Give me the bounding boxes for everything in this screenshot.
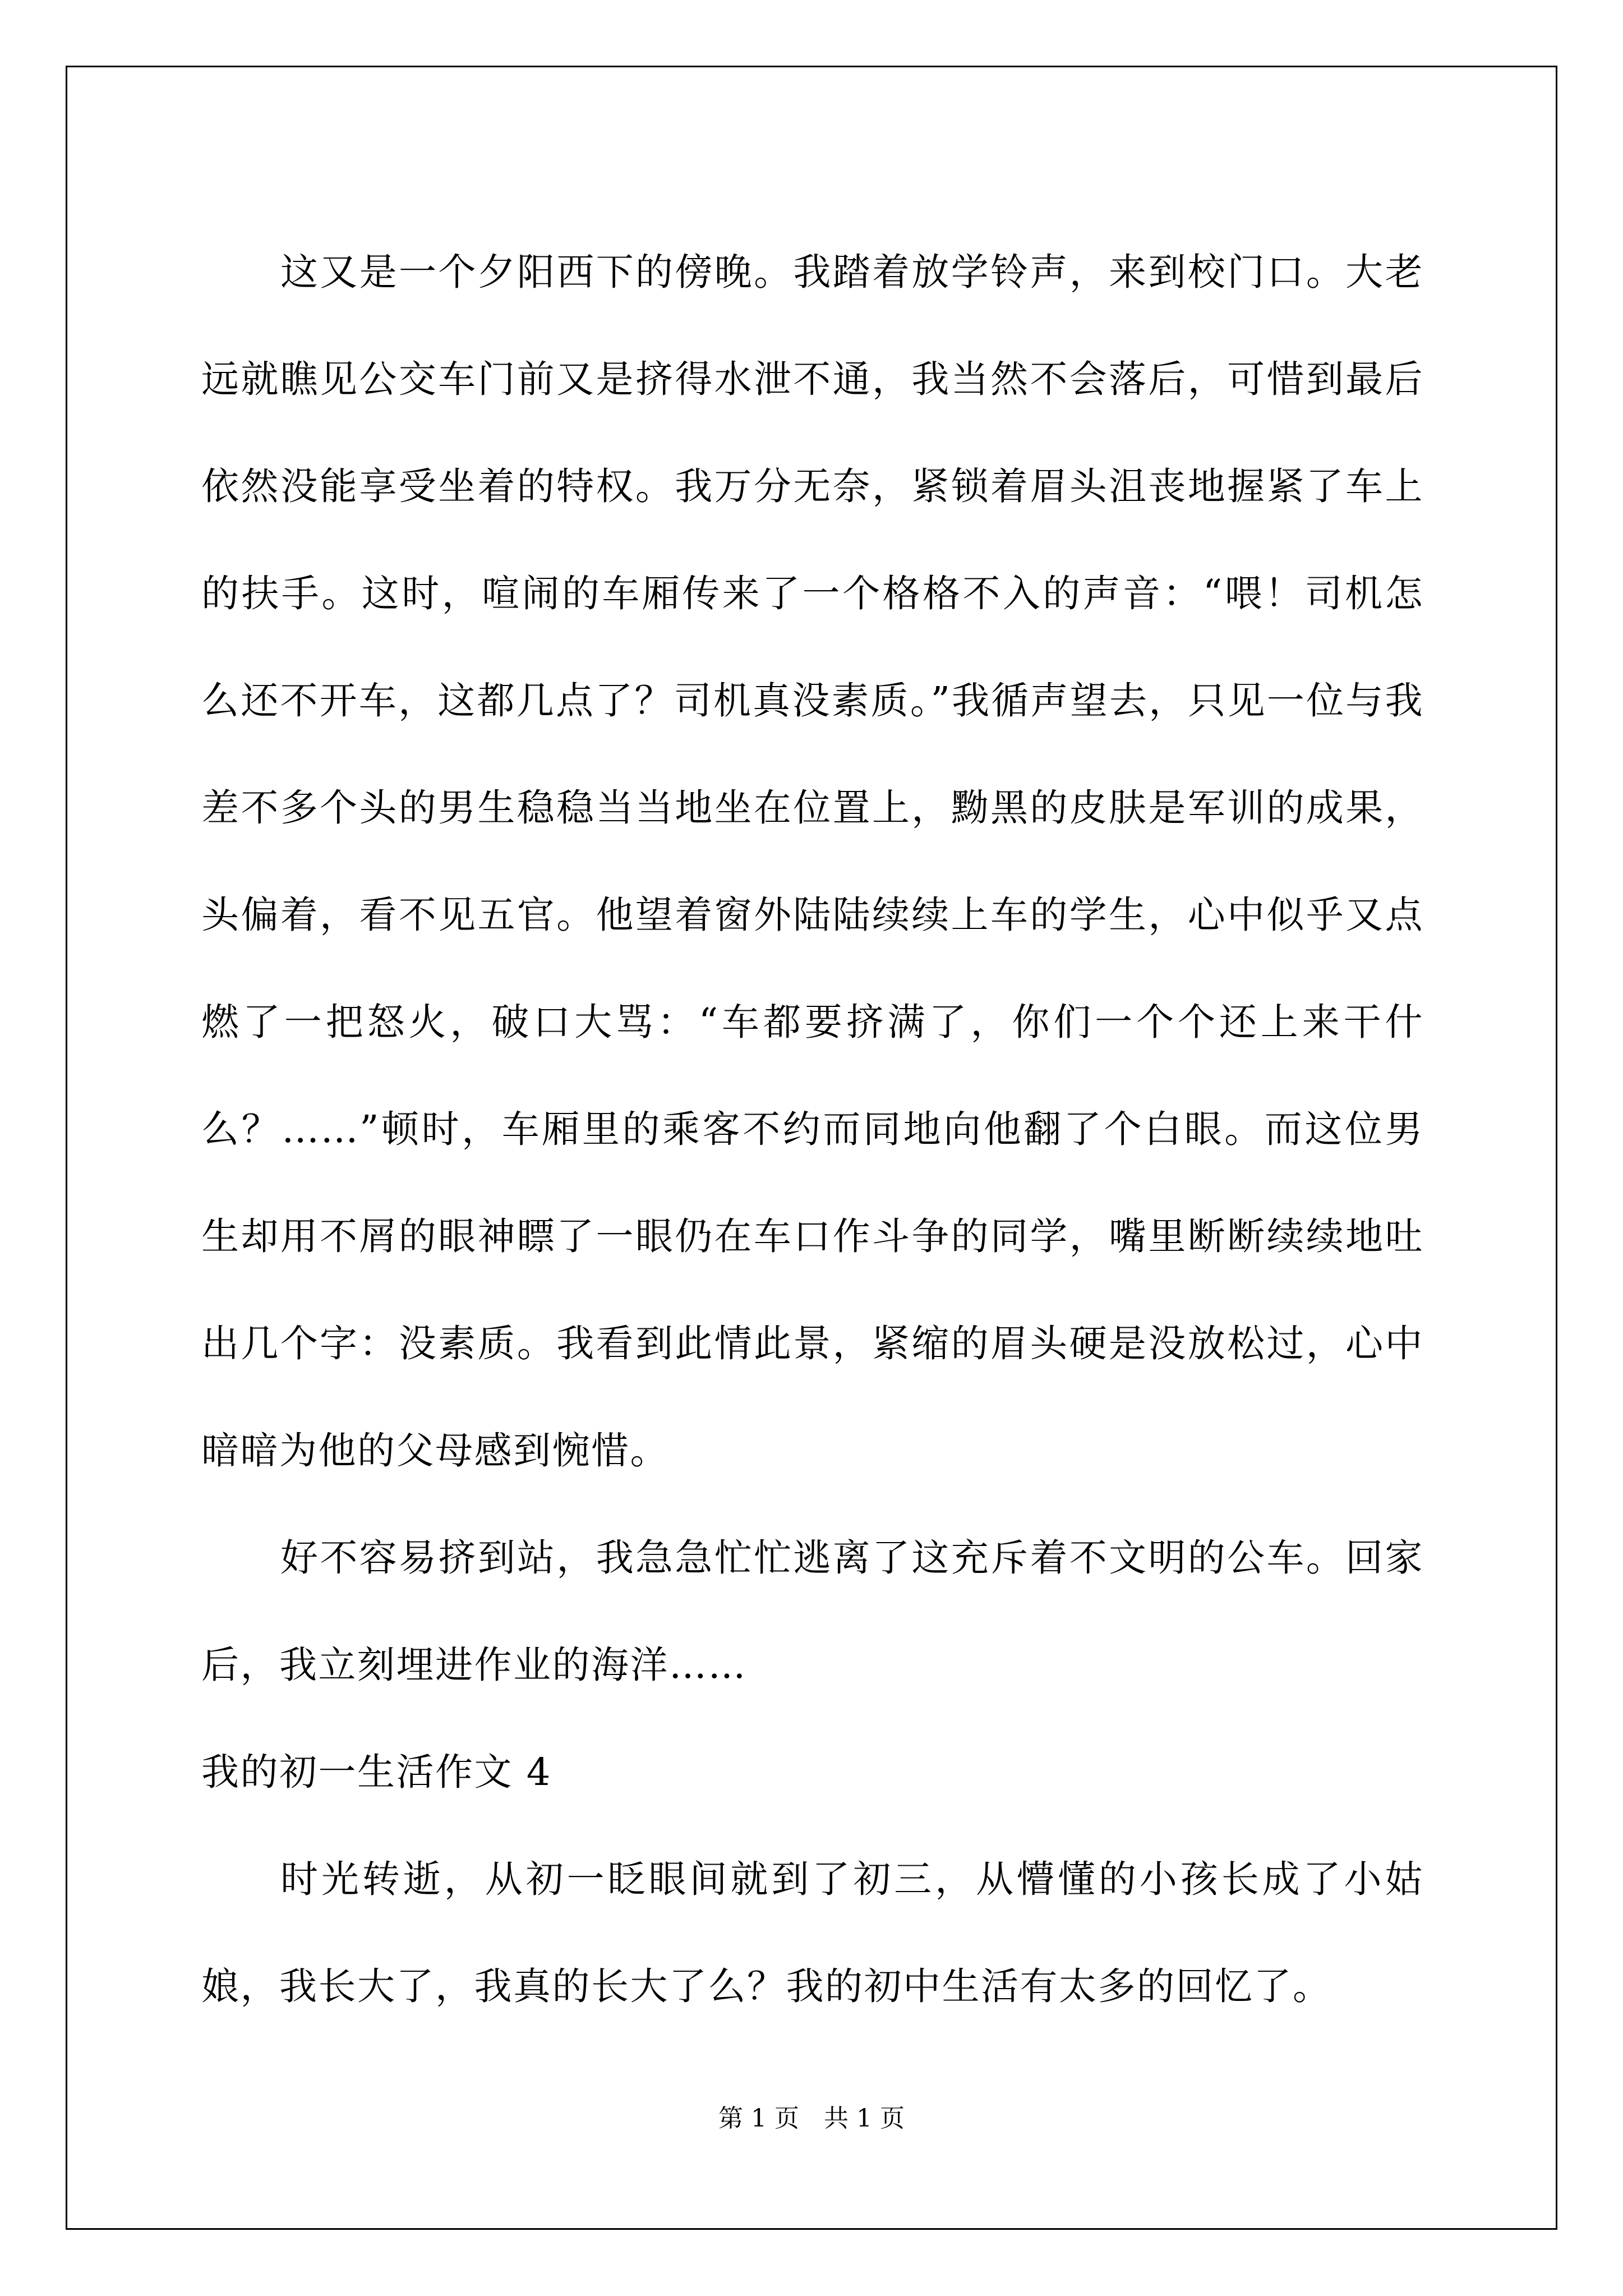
section-heading: 我的初一生活作文 4 xyxy=(201,1750,552,1794)
document-body xyxy=(201,219,1424,2040)
paragraph: 这又是一个夕阳西下的傍晚。我踏着放学铃声，来到校门口。大老远就瞧见公交车门前又是挤得水泄不通，我当然不会落后，可惜到最后依然没能享受坐着的特权。我万分无奈，紧锁着眉头沮丧地握紧了车上的扶手。这时，喧闹的车厢传来了一个格格不入的声音：“喂！司机怎么还不开车，这都几点了？司机真没素质。”我循声望去，只见一位与我差不多个头的男生稳稳当当地坐在位置上，黝黑的皮肤是军训的成果，头偏着，看不见五官。他望着窗外陆陆续续上车的学生，心中似乎又点燃了一把怒火，破口大骂：“车都要挤满了，你们一个个还上来干什么？……”顿时，车厢里的乘客不约而同地向他翻了个白眼。而这位男生却用不屑的眼神瞟了一眼仍在车口作斗争的同学，嘴里断断续续地吐出几个字：没素质。我看到此情此景，紧缩的眉头硬是没放松过，心中暗暗为他的父母感到惋惜。 xyxy=(201,250,1424,1473)
paragraph: 好不容易挤到站，我急急忙忙逃离了这充斥着不文明的公车。回家后，我立刻埋进作业的海洋…… xyxy=(201,1536,1424,1687)
page-footer: 第 1 页 共 1 页 xyxy=(718,2104,905,2133)
paragraph: 时光转逝，从初一眨眼间就到了初三，从懵懂的小孩长成了小姑娘，我长大了，我真的长大了么？我的初中生活有太多的回忆了。 xyxy=(201,1857,1424,2008)
